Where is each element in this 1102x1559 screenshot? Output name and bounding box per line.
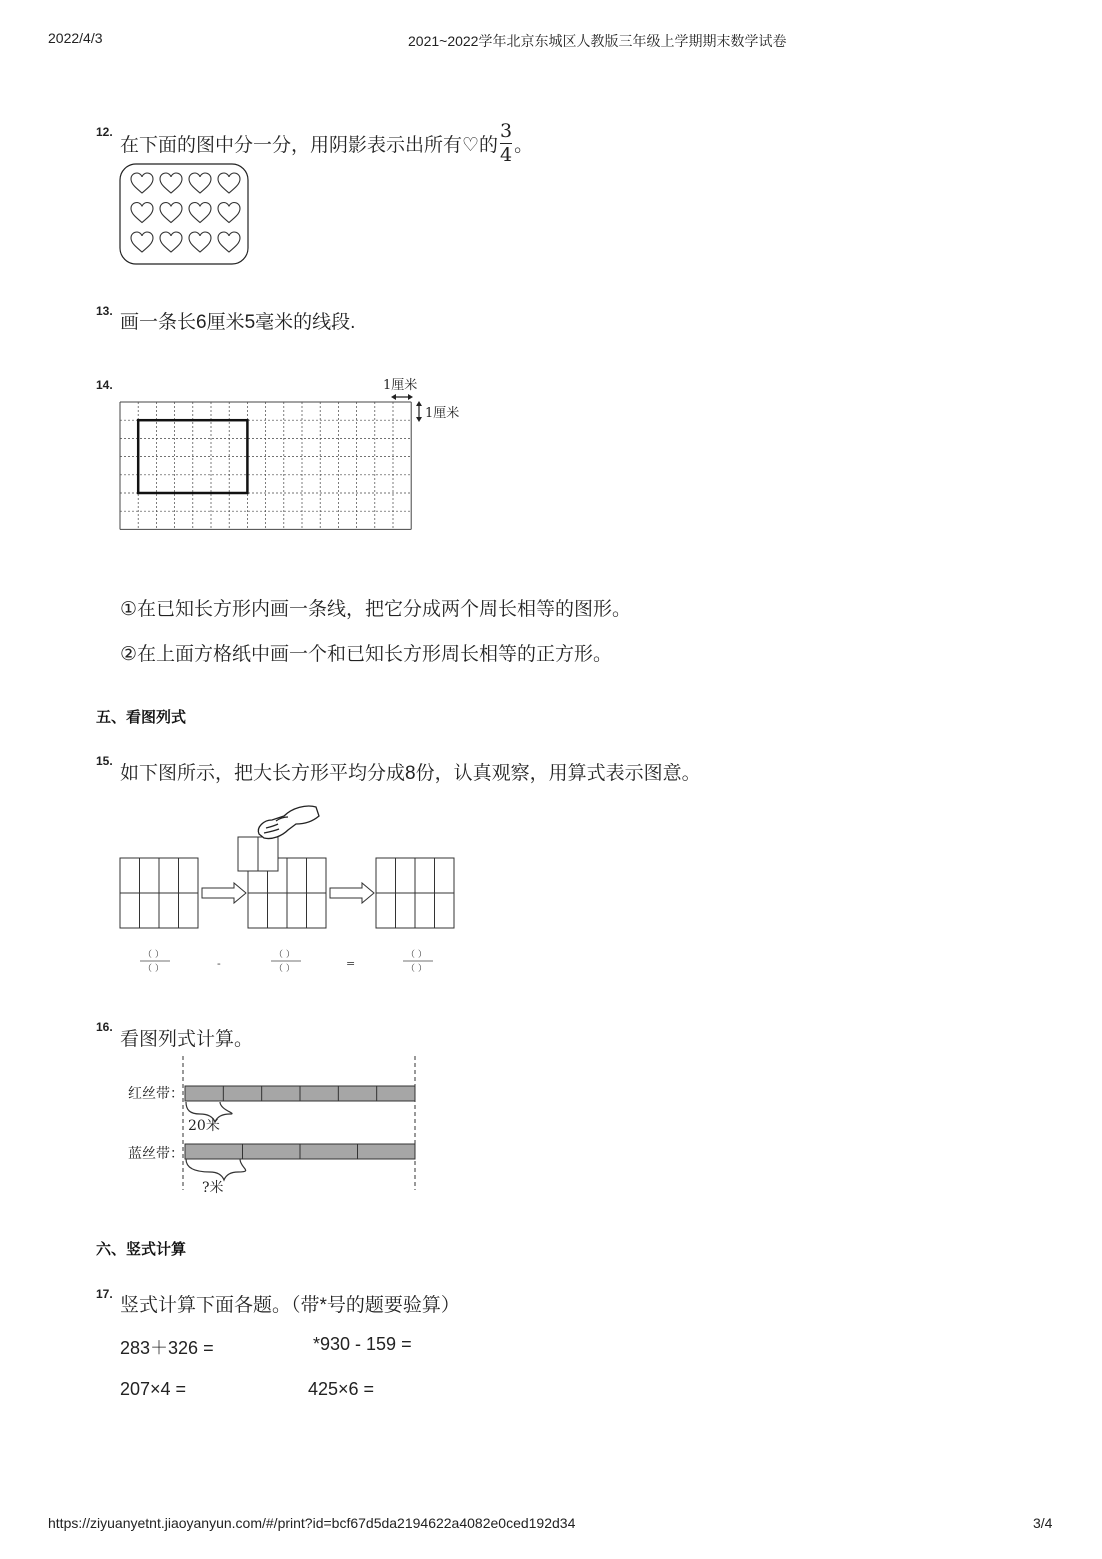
horizontal-scale-arrow <box>391 394 413 400</box>
question-15-text: 如下图所示，把大长方形平均分成8份，认真观察，用算式表示图意。 <box>120 763 701 784</box>
heart-icon[interactable] <box>218 173 240 193</box>
fraction-subtraction-figure <box>116 800 466 982</box>
rectangle-after-removal <box>238 837 326 928</box>
hand-icon <box>258 806 319 839</box>
question-number: 14. <box>96 378 113 392</box>
scale-label-vertical: 1厘米 <box>425 406 460 421</box>
blank-denominator-1: （ ） <box>143 964 164 974</box>
arrow-2 <box>330 883 374 903</box>
blank-denominator-3: （ ） <box>406 964 427 974</box>
question-12-text-before: 在下面的图中分一分，用阴影表示出所有♡的 <box>120 134 499 156</box>
question-14-sub-1: ①在已知长方形内画一条线，把它分成两个周长相等的图形。 <box>120 599 632 620</box>
scale-label-horizontal: 1厘米 <box>383 378 418 393</box>
question-number: 17. <box>96 1287 113 1301</box>
question-number: 15. <box>96 754 113 768</box>
heart-icon[interactable] <box>131 232 153 252</box>
heart-icon[interactable] <box>189 173 211 193</box>
fraction-denominator: 4 <box>500 143 513 166</box>
question-14-sub-2: ②在上面方格纸中画一个和已知长方形周长相等的正方形。 <box>120 644 613 665</box>
heart-icon[interactable] <box>218 232 240 252</box>
hearts-grid <box>131 173 240 252</box>
blank-denominator-2: （ ） <box>274 964 295 974</box>
red-ribbon-label: 红丝带： <box>128 1086 184 1102</box>
blank-numerator-1: （ ） <box>143 950 164 960</box>
fraction-numerator: 3 <box>500 119 513 142</box>
calc-item: *930 - 159 = <box>313 1334 412 1354</box>
blue-ribbon-brace <box>186 1159 246 1180</box>
whole-rectangle <box>120 858 198 928</box>
document-title: 2021~2022学年北京东城区人教版三年级上学期期末数学试卷 <box>408 33 787 49</box>
calc-item: 425×6 = <box>308 1379 375 1399</box>
question-number: 13. <box>96 304 113 318</box>
red-ribbon-brace-label: 20米 <box>188 1118 220 1134</box>
heart-icon[interactable] <box>131 173 153 193</box>
heart-icon[interactable] <box>218 203 240 223</box>
section-title: 五、看图列式 <box>96 709 187 726</box>
vertical-scale-arrow <box>416 401 422 422</box>
blue-ribbon-bar <box>185 1144 415 1159</box>
heart-icon[interactable] <box>160 203 182 223</box>
page-number: 3/4 <box>1033 1515 1053 1531</box>
question-12-text <box>120 119 534 166</box>
question-number: 16. <box>96 1020 113 1034</box>
fraction-blanks-row <box>140 949 433 974</box>
hearts-figure[interactable] <box>118 162 252 266</box>
heart-icon[interactable] <box>131 203 153 223</box>
blue-ribbon-brace-label: ?米 <box>202 1180 224 1194</box>
calc-item: 207×4 = <box>120 1379 187 1399</box>
blank-numerator-2: （ ） <box>274 950 295 960</box>
blank-numerator-3: （ ） <box>406 950 427 960</box>
arrow-1 <box>202 883 246 903</box>
result-rectangle <box>376 858 454 928</box>
heart-icon[interactable] <box>189 203 211 223</box>
fraction-three-quarters <box>500 119 513 166</box>
blue-ribbon-label: 蓝丝带： <box>128 1146 184 1162</box>
equals-sign: = <box>346 957 356 970</box>
minus-sign: - <box>217 957 221 970</box>
section-title: 六、竖式计算 <box>96 1241 187 1258</box>
heart-icon[interactable] <box>160 232 182 252</box>
question-12-text-after: 。 <box>514 134 534 156</box>
question-number: 12. <box>96 125 113 139</box>
print-date: 2022/4/3 <box>48 30 103 46</box>
heart-icon[interactable] <box>160 173 182 193</box>
red-ribbon-bar <box>185 1086 415 1101</box>
heart-icon[interactable] <box>189 232 211 252</box>
ribbon-figure <box>120 1052 430 1194</box>
question-13-text: 画一条长6厘米5毫米的线段. <box>120 312 356 333</box>
question-16-text: 看图列式计算。 <box>120 1029 254 1050</box>
footer-url[interactable]: https://ziyuanyetnt.jiaoyanyun.com/#/print?id=bcf67d5da2194622a4082e0ced192d34 <box>48 1515 576 1531</box>
calc-item: 283＋326 = <box>120 1338 214 1358</box>
grid-paper-figure[interactable] <box>116 372 476 542</box>
question-17-text: 竖式计算下面各题。（带*号的题要验算） <box>120 1295 460 1316</box>
